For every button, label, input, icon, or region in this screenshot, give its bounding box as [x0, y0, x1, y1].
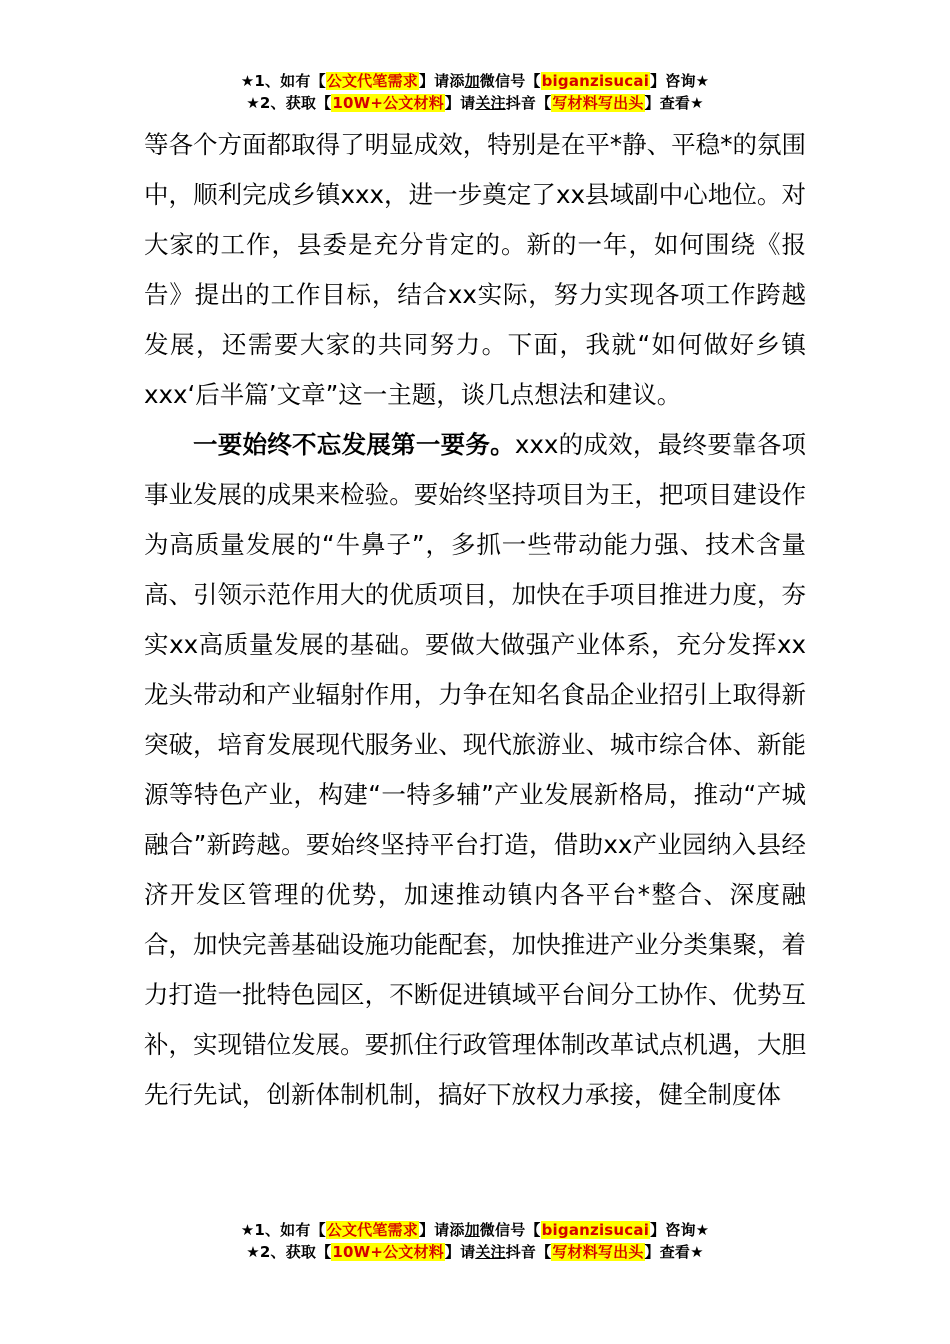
- paragraph-heading: 一要始终不忘发展第一要务。: [193, 430, 515, 459]
- paragraph-1: 等各个方面都取得了明显成效，特别是在平*静、平稳*的氛围中，顺利完成乡镇xxx，进一步奠定了xx县域副中心地位。对大家的工作，县委是充分肯定的。新的一年，如何围绕《报告》提出的工作目标，结合xx实际，努力实现各项工作跨越发展，还需要大家的共同努力。下面，我就“如何做好乡镇xxx‘后半篇’文章”这一主题，谈几点想法和建议。: [144, 130, 806, 409]
- banner-text: 抖音【: [505, 94, 552, 112]
- banner-text: 】查看★: [644, 94, 704, 112]
- banner-line-1: [0, 70, 950, 92]
- banner-highlight: 10W+公文材料: [332, 1243, 444, 1261]
- banner-highlight: 写材料写出头: [552, 94, 644, 112]
- banner-text: ★1、如有【: [240, 1221, 326, 1239]
- banner-line-1: [0, 1219, 950, 1241]
- banner-text: 】请: [444, 1243, 476, 1261]
- header-banner: [0, 70, 950, 114]
- banner-underlined-text: 关注: [475, 1243, 506, 1261]
- banner-text: 】咨询★: [650, 72, 710, 90]
- banner-text: 】请添: [418, 72, 465, 90]
- banner-line-2: [0, 1241, 950, 1263]
- document-body: [144, 120, 806, 1120]
- banner-text: 抖音【: [505, 1243, 552, 1261]
- footer-banner: [0, 1219, 950, 1263]
- banner-text: 微信号【: [479, 1221, 541, 1239]
- paragraph-2: [144, 420, 806, 1120]
- banner-text: ★2、获取【: [246, 94, 332, 112]
- banner-text: 】咨询★: [650, 1221, 710, 1239]
- banner-text: 】请: [444, 94, 476, 112]
- banner-highlight: 写材料写出头: [552, 1243, 644, 1261]
- banner-underlined-text: 关注: [475, 94, 506, 112]
- banner-underlined-text: 加: [464, 72, 480, 90]
- banner-highlight: 公文代笔需求: [326, 1221, 418, 1239]
- paragraph-text: xxx的成效，最终要靠各项事业发展的成果来检验。要始终坚持项目为王，把项目建设作为高质量发展的“牛鼻子”，多抓一些带动能力强、技术含量高、引领示范作用大的优质项目，加快在手项目推进力度，夯实xx高质量发展的基础。要做大做强产业体系，充分发挥xx龙头带动和产业辐射作用，力争在知名食品企业招引上取得新突破，培育发展现代服务业、现代旅游业、城市综合体、新能源等特色产业，构建“一特多辅”产业发展新格局，推动“产城融合”新跨越。要始终坚持平台打造，借助xx产业园纳入县经济开发区管理的优势，加速推动镇内各平台*整合、深度融合，加快完善基础设施功能配套，加快推进产业分类集聚，着力打造一批特色园区，不断促进镇域平台间分工协作、优势互补，实现错位发展。要抓住行政管理体制改革试点机遇，大胆先行先试，创新体制机制，搞好下放权力承接，健全制度体: [144, 430, 806, 1109]
- banner-text: 】查看★: [644, 1243, 704, 1261]
- banner-underlined-text: 加: [464, 1221, 480, 1239]
- banner-highlight: 公文代笔需求: [326, 72, 418, 90]
- banner-highlight: 10W+公文材料: [332, 94, 444, 112]
- banner-text: ★2、获取【: [246, 1243, 332, 1261]
- banner-highlight: biganzisucai: [541, 72, 650, 90]
- banner-text: 】请添: [418, 1221, 465, 1239]
- banner-text: 微信号【: [479, 72, 541, 90]
- banner-line-2: [0, 92, 950, 114]
- banner-text: ★1、如有【: [240, 72, 326, 90]
- banner-highlight: biganzisucai: [541, 1221, 650, 1239]
